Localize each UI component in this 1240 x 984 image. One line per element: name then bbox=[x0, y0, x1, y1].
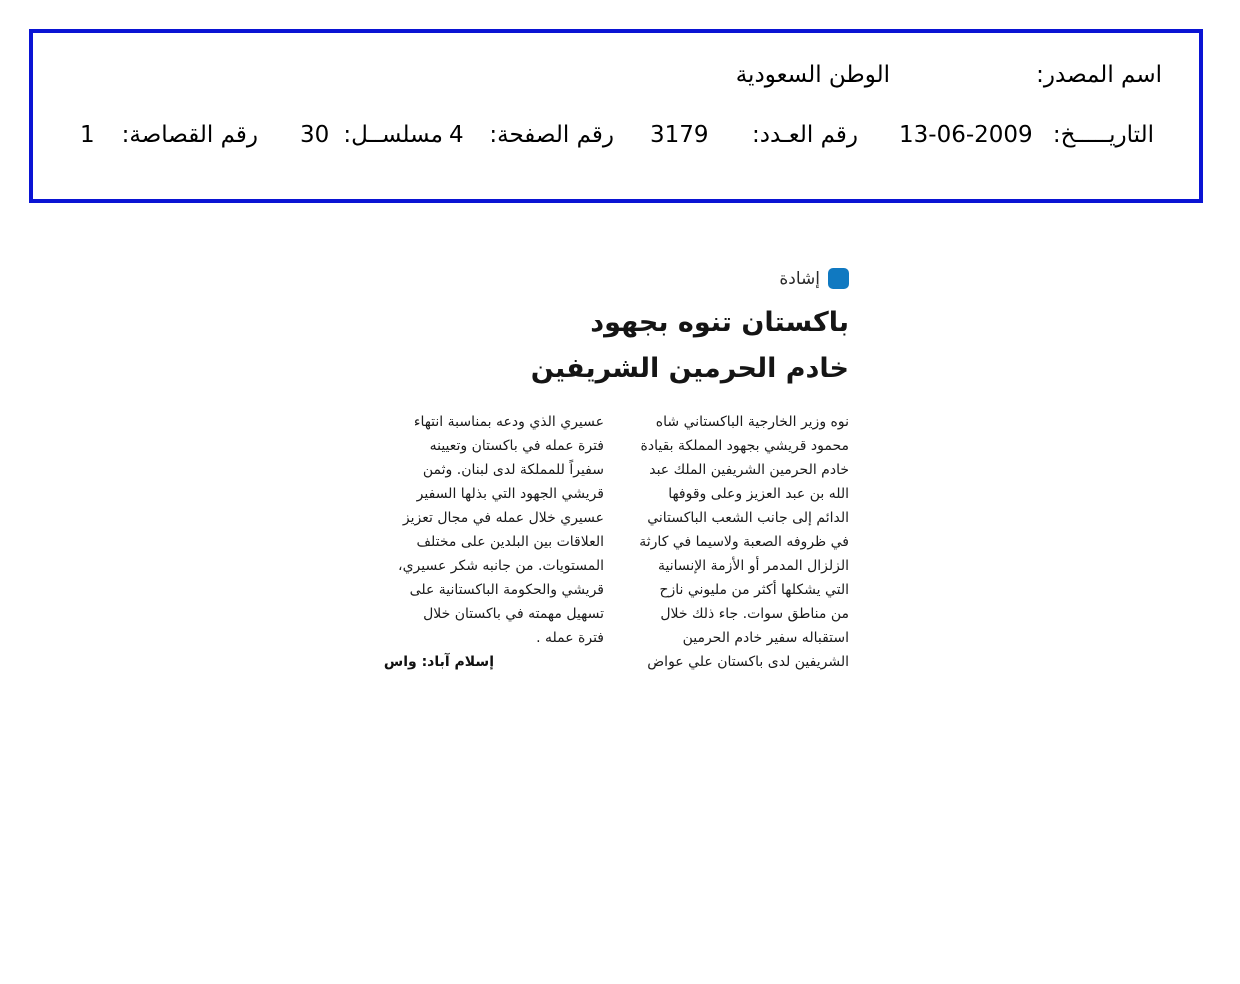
body-line: الدائم إلى جانب الشعب الباكستاني bbox=[647, 510, 849, 526]
source-label: اسم المصدر: bbox=[1036, 62, 1162, 88]
page-label: رقم الصفحة: bbox=[489, 122, 614, 148]
body-line: الله بن عبد العزيز وعلى وقوفها bbox=[668, 486, 849, 502]
kicker bbox=[779, 268, 849, 289]
page-value: 4 bbox=[449, 122, 464, 148]
clipping-label: رقم القصاصة: bbox=[121, 122, 258, 148]
body-line: قريشي الجهود التي بذلها السفير bbox=[416, 486, 604, 502]
article-column-left bbox=[382, 410, 604, 674]
kicker-square-icon bbox=[828, 268, 849, 289]
body-line: سفيراً للمملكة لدى لبنان. وثمن bbox=[422, 462, 604, 478]
body-line: المستويات. من جانبه شكر عسيري، bbox=[398, 558, 604, 574]
body-line: في ظروفه الصعبة ولاسيما في كارثة bbox=[639, 534, 849, 550]
metadata-box bbox=[29, 29, 1203, 203]
body-line: محمود قريشي بجهود المملكة بقيادة bbox=[640, 438, 849, 454]
body-line: الشريفين لدى باكستان علي عواض bbox=[647, 654, 849, 670]
body-line: الزلزال المدمر أو الأزمة الإنسانية bbox=[658, 558, 849, 574]
article-column-right bbox=[627, 410, 849, 674]
headline-line: باكستان تنوه بجهود bbox=[590, 307, 849, 338]
body-line: خادم الحرمين الشريفين الملك عبد bbox=[649, 462, 849, 478]
serial-label: مسلســل: bbox=[343, 122, 443, 148]
body-line: قريشي والحكومة الباكستانية على bbox=[409, 582, 604, 598]
date-value: 13-06-2009 bbox=[899, 122, 1033, 148]
body-line: عسيري خلال عمله في مجال تعزيز bbox=[402, 510, 604, 526]
body-line: من مناطق سوات. جاء ذلك خلال bbox=[660, 606, 849, 622]
body-line: فترة عمله في باكستان وتعيينه bbox=[429, 438, 604, 454]
clipping-value: 1 bbox=[80, 122, 95, 148]
issue-value: 3179 bbox=[650, 122, 709, 148]
body-line: تسهيل مهمته في باكستان خلال bbox=[423, 606, 604, 622]
body-line: فترة عمله . bbox=[536, 630, 604, 646]
issue-label: رقم العـدد: bbox=[751, 122, 858, 148]
dateline: إسلام آباد: واس bbox=[383, 654, 494, 670]
source-value: الوطن السعودية bbox=[735, 62, 890, 88]
headline-line: خادم الحرمين الشريفين bbox=[530, 353, 849, 384]
body-line: التي يشكلها أكثر من مليوني نازح bbox=[659, 582, 849, 598]
body-line: نوه وزير الخارجية الباكستاني شاه bbox=[655, 414, 849, 430]
serial-value: 30 bbox=[300, 122, 330, 148]
headline bbox=[379, 300, 849, 392]
body-line: العلاقات بين البلدين على مختلف bbox=[416, 534, 604, 550]
body-line: عسيري الذي ودعه بمناسبة انتهاء bbox=[413, 414, 604, 430]
article bbox=[370, 262, 852, 682]
body-line: استقباله سفير خادم الحرمين bbox=[682, 630, 849, 646]
kicker-text: إشادة bbox=[779, 268, 820, 289]
date-label: التاريـــــخ: bbox=[1052, 122, 1154, 148]
